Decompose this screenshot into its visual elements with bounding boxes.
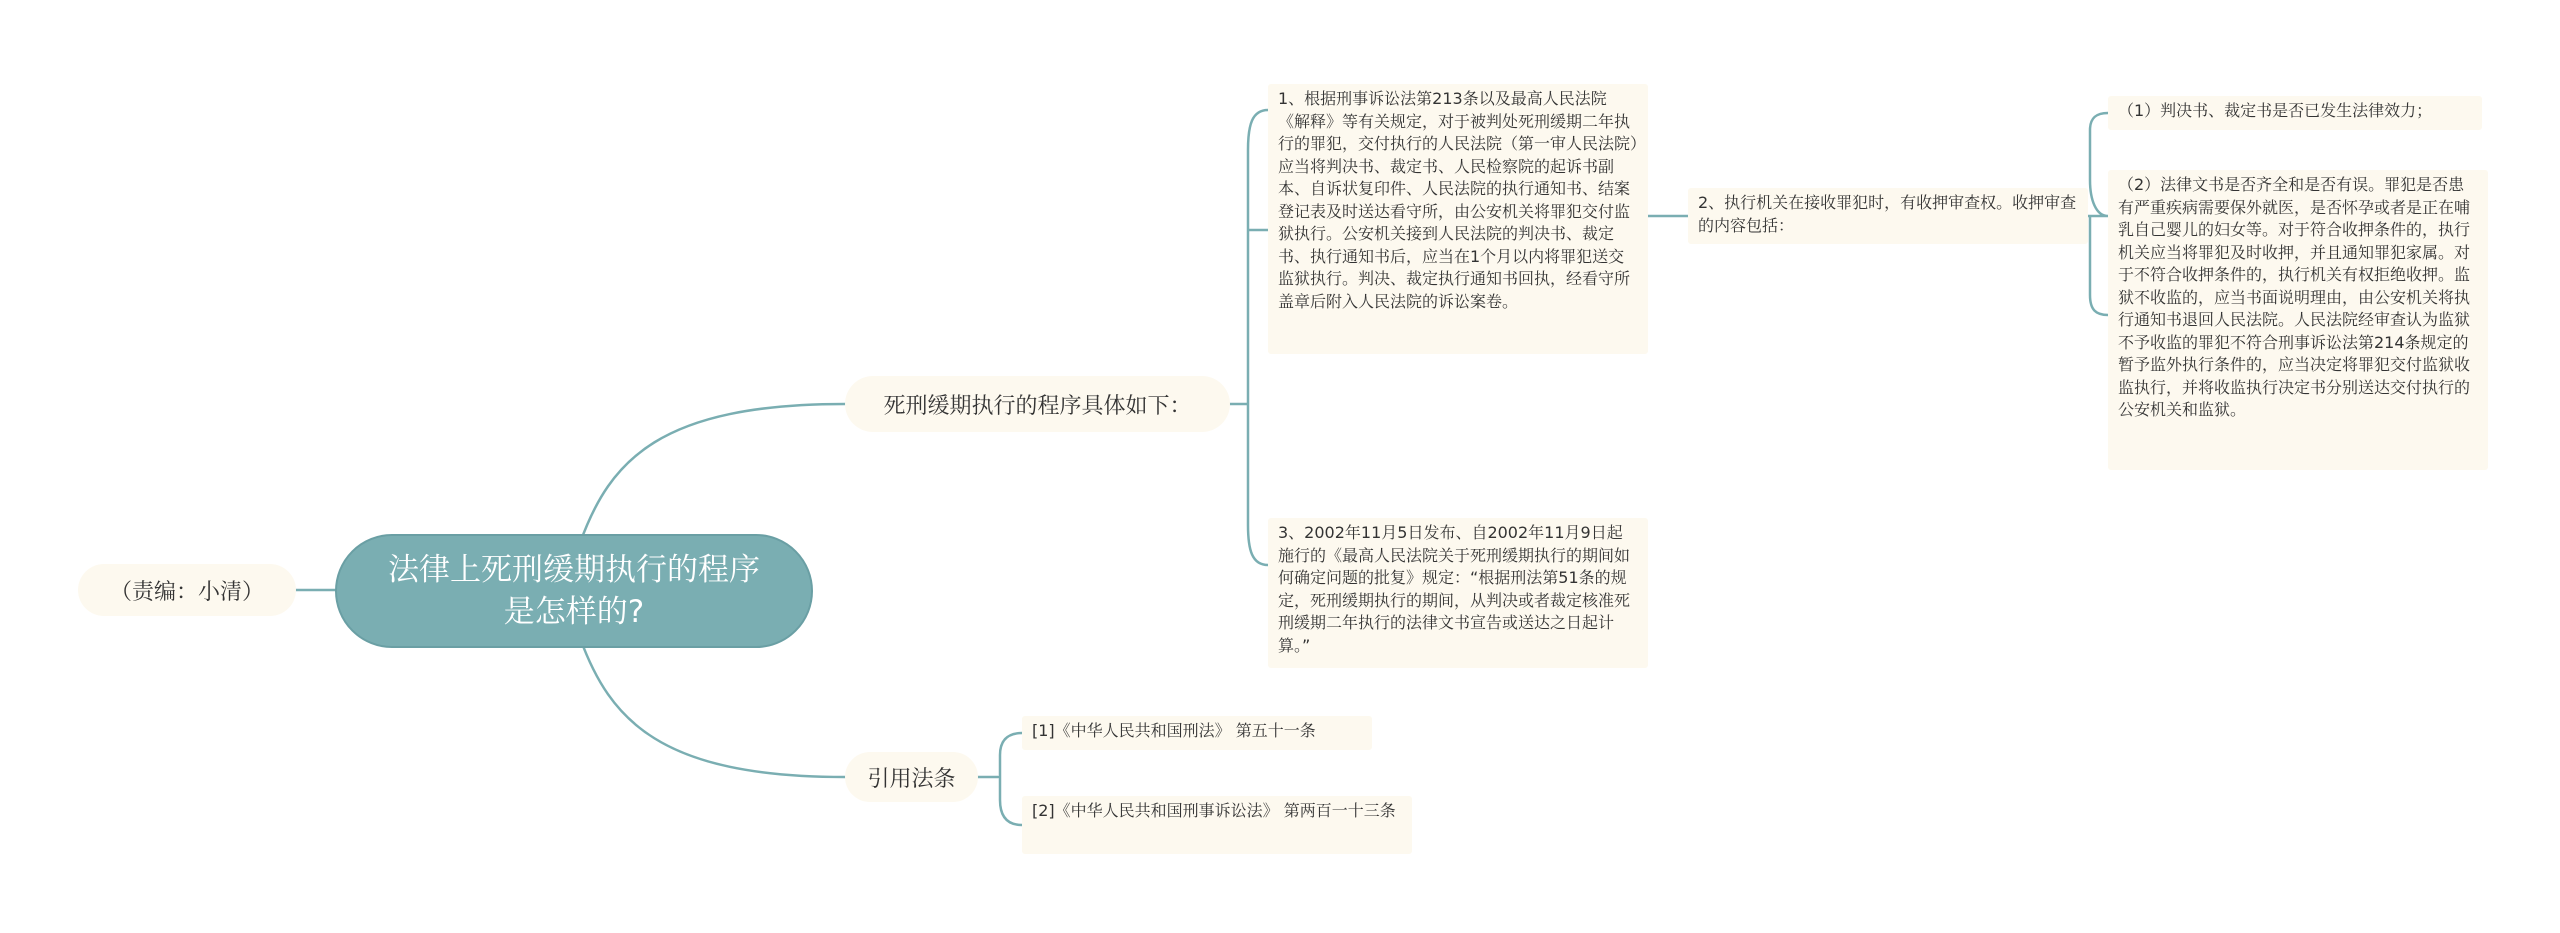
- procedure-item-2-sub-2[interactable]: [2108, 170, 2488, 470]
- link-laws-bracket: [978, 733, 1022, 825]
- branch-procedure[interactable]: [845, 376, 1230, 432]
- procedure-item-2-sub-2-text: （2）法律文书是否齐全和是否有误。罪犯是否患有严重疾病需要保外就医，是否怀孕或者是正在哺乳自己婴儿的妇女等。对于符合收押条件的，执行机关应当将罪犯及时收押，并且通知罪犯家属。对于不符合收押条件的，执行机关有权拒绝收押。监狱不收监的，应当书面说明理由，由公安机关将执行通知书退回人民法院。人民法院经审查认为监狱不予收监的罪犯不符合刑事诉讼法第214条规定的暂予监外执行条件的，应当决定将罪犯交付监狱收监执行，并将收监执行决定书分别送达交付执行的公安机关和监狱。: [2118, 175, 2471, 419]
- link-procedure-bracket: [1230, 110, 1268, 565]
- branch-procedure-label: 死刑缓期执行的程序具体如下：: [883, 393, 1192, 419]
- link-root-procedure: [580, 404, 845, 543]
- law-item-1-text: [1]《中华人民共和国刑法》 第五十一条: [1032, 721, 1316, 740]
- procedure-item-2-sub-1-text: （1）判决书、裁定书是否已发生法律效力；: [2118, 101, 2433, 120]
- procedure-item-1[interactable]: [1268, 84, 1648, 354]
- procedure-item-2-sub-1[interactable]: [2108, 96, 2482, 130]
- editor-label: （责编：小清）: [109, 579, 264, 605]
- law-item-2[interactable]: [1022, 796, 1412, 854]
- branch-laws-label: 引用法条: [867, 766, 956, 792]
- root-topic[interactable]: [335, 534, 813, 648]
- procedure-item-3[interactable]: [1268, 518, 1648, 668]
- root-topic-label: 法律上死刑缓期执行的程序是怎样的?: [388, 552, 760, 630]
- procedure-item-3-text: 3、2002年11月5日发布、自2002年11月9日起施行的《最高人民法院关于死刑缓期执行的期间如何确定问题的批复》规定：“根据刑法第51条的规定，死刑缓期执行的期间，从判决或者裁定核准死刑缓期二年执行的法律文书宣告或送达之日起计算。”: [1278, 523, 1631, 655]
- procedure-item-2[interactable]: [1688, 188, 2088, 244]
- link-root-laws: [580, 638, 845, 777]
- branch-laws[interactable]: [845, 752, 978, 802]
- procedure-item-2-text: 2、执行机关在接收罪犯时，有收押审查权。收押审查的内容包括：: [1698, 193, 2077, 235]
- law-item-1[interactable]: [1022, 716, 1372, 750]
- law-item-2-text: [2]《中华人民共和国刑事诉讼法》 第两百一十三条: [1032, 801, 1396, 820]
- procedure-item-1-text: 1、根据刑事诉讼法第213条以及最高人民法院《解释》等有关规定，对于被判处死刑缓期二年执行的罪犯，交付执行的人民法院（第一审人民法院）应当将判决书、裁定书、人民检察院的起诉书副本、自诉状复印件、人民法院的执行通知书、结案登记表及时送达看守所，由公安机关将罪犯交付监狱执行。公安机关接到人民法院的判决书、裁定书、执行通知书后，应当在1个月以内将罪犯送交监狱执行。判决、裁定执行通知书回执，经看守所盖章后附入人民法院的诉讼案卷。: [1278, 89, 1639, 311]
- editor-node[interactable]: [78, 564, 296, 616]
